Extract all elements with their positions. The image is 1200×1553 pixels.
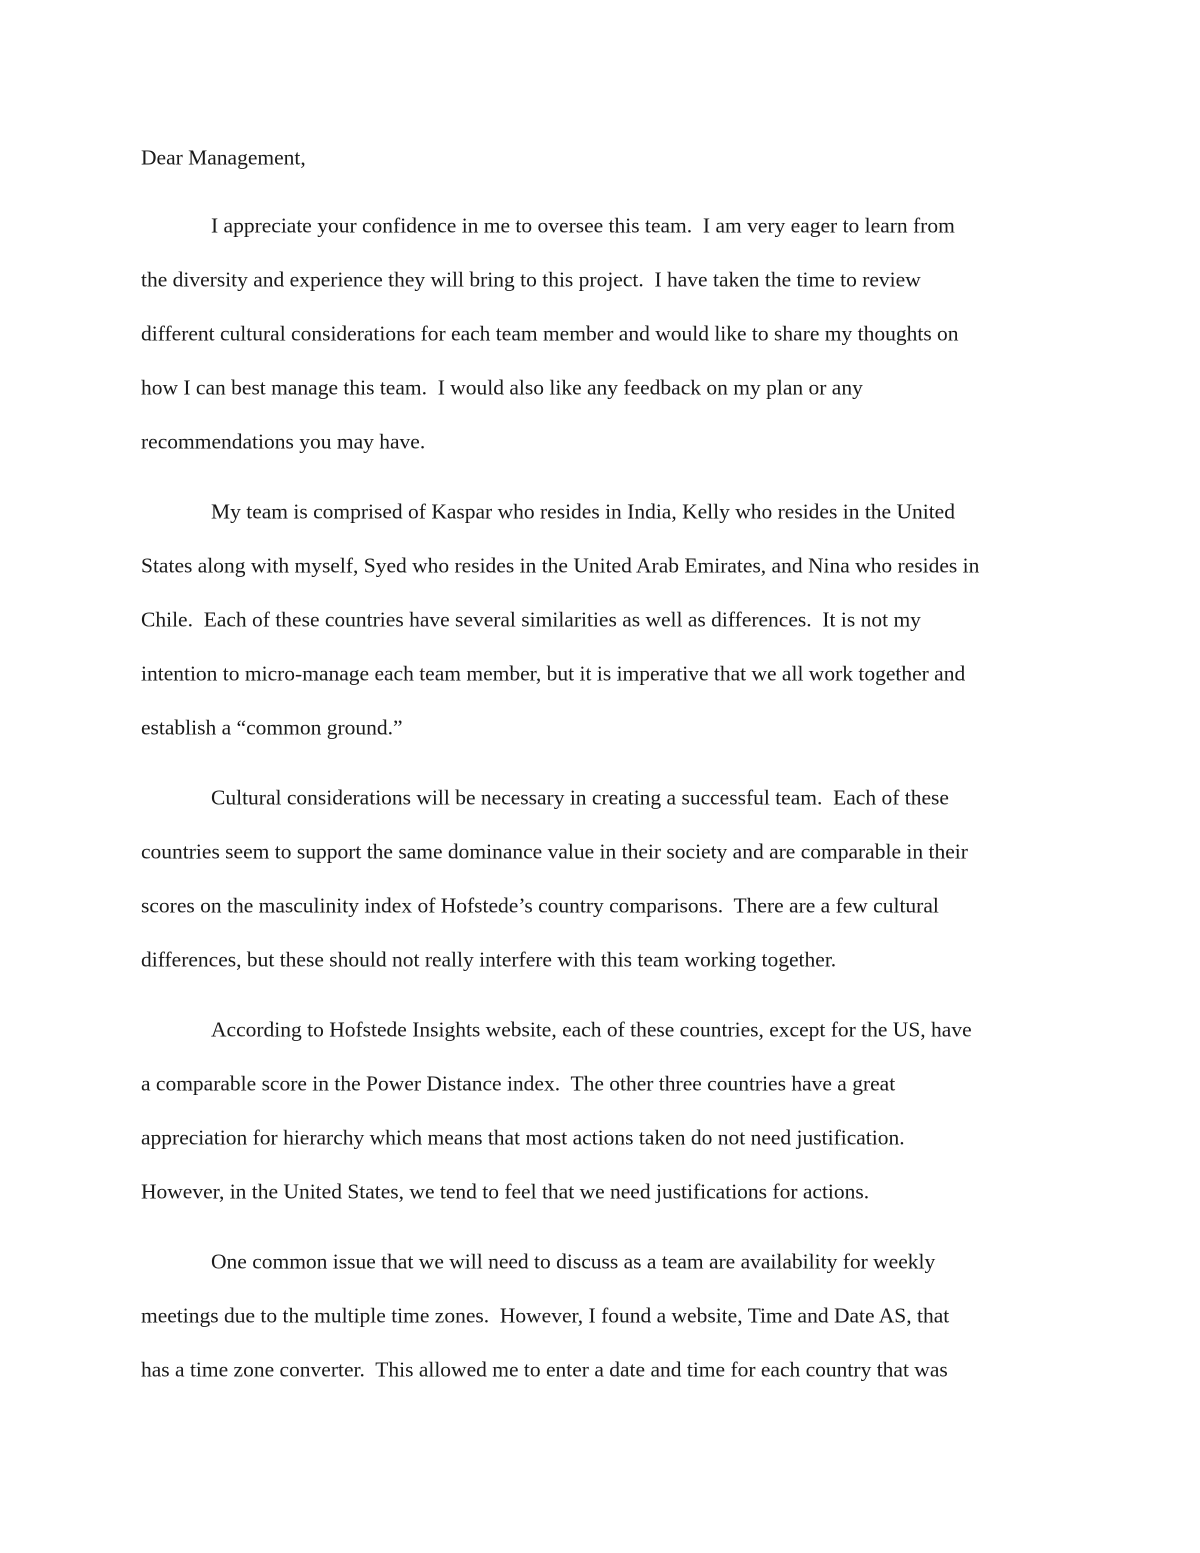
paragraph-3-line-2: countries seem to support the same dominance value in their society and are comparable in their	[141, 839, 968, 864]
paragraph-5-line-3: has a time zone converter. This allowed me to enter a date and time for each country that was	[141, 1357, 948, 1382]
paragraph-3-line-4: differences, but these should not really interfere with this team working together.	[141, 947, 837, 972]
paragraph-3-line-1: Cultural considerations will be necessary in creating a successful team. Each of these	[211, 785, 949, 810]
paragraph-1-line-3: different cultural considerations for each team member and would like to share my thoughts on	[141, 321, 959, 346]
paragraph-5-line-1: One common issue that we will need to discuss as a team are availability for weekly	[211, 1249, 936, 1274]
paragraph-2-line-1: My team is comprised of Kaspar who resides in India, Kelly who resides in the United	[211, 499, 955, 524]
paragraph-1-line-4: how I can best manage this team. I would also like any feedback on my plan or any	[141, 375, 863, 400]
paragraph-4-line-4: However, in the United States, we tend to feel that we need justifications for actions.	[141, 1179, 870, 1204]
paragraph-4-line-1: According to Hofstede Insights website, each of these countries, except for the US, have	[211, 1017, 972, 1042]
paragraph-3-line-3: scores on the masculinity index of Hofstede’s country comparisons. There are a few cultural	[141, 893, 939, 918]
paragraph-4-line-2: a comparable score in the Power Distance index. The other three countries have a great	[141, 1071, 896, 1096]
paragraph-2-line-5: establish a “common ground.”	[141, 715, 403, 740]
paragraph-2-line-4: intention to micro-manage each team member, but it is imperative that we all work together and	[141, 661, 966, 686]
paragraph-2-line-2: States along with myself, Syed who resides in the United Arab Emirates, and Nina who resides in	[141, 553, 980, 578]
paragraph-1-line-1: I appreciate your confidence in me to oversee this team. I am very eager to learn from	[211, 213, 955, 238]
paragraph-4-line-3: appreciation for hierarchy which means that most actions taken do not need justification.	[141, 1125, 905, 1150]
paragraph-1-line-5: recommendations you may have.	[141, 429, 426, 454]
paragraph-5-line-2: meetings due to the multiple time zones. However, I found a website, Time and Date AS, that	[141, 1303, 950, 1328]
salutation: Dear Management,	[141, 145, 306, 170]
paragraph-1-line-2: the diversity and experience they will bring to this project. I have taken the time to review	[141, 267, 921, 292]
paragraph-2-line-3: Chile. Each of these countries have several similarities as well as differences. It is not my	[141, 607, 921, 632]
